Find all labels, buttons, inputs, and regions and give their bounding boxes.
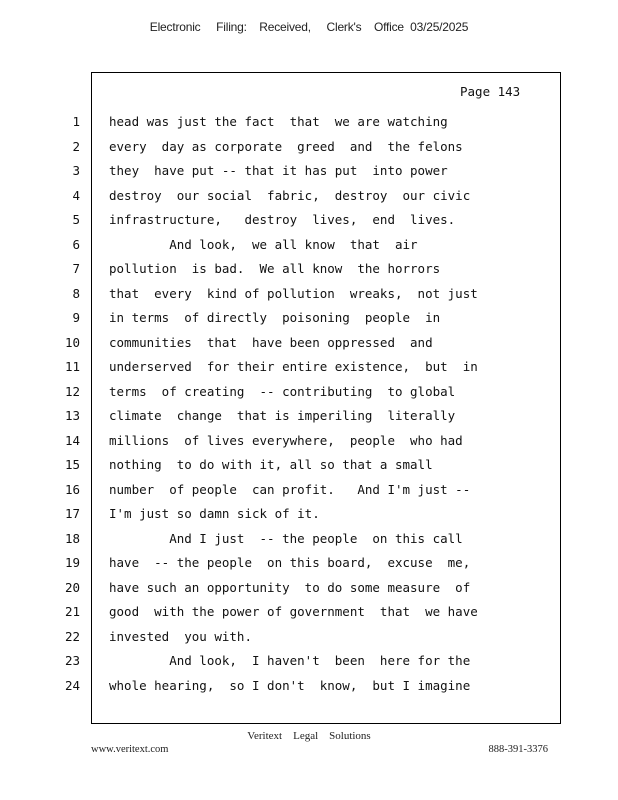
line-number: 6 bbox=[72, 236, 80, 252]
transcript-line bbox=[0, 555, 618, 580]
page-number: Page 143 bbox=[460, 84, 521, 99]
line-number: 1 bbox=[72, 114, 80, 129]
footer-phone: 888-391-3376 bbox=[488, 744, 548, 755]
line-number: 12 bbox=[64, 383, 80, 399]
line-text: whole hearing, so I don't know, but I imagine bbox=[109, 677, 471, 693]
transcript-line bbox=[0, 261, 618, 286]
line-number: 24 bbox=[64, 677, 80, 693]
line-number: 20 bbox=[64, 579, 80, 595]
line-number: 17 bbox=[64, 506, 80, 521]
line-number: 15 bbox=[64, 457, 80, 472]
line-text: number of people can profit. And I'm just -- bbox=[109, 481, 471, 497]
line-text: every day as corporate greed and the felons bbox=[109, 138, 463, 154]
line-text: terms of creating -- contributing to global bbox=[109, 383, 456, 399]
transcript-line bbox=[0, 457, 618, 482]
line-number: 5 bbox=[72, 212, 80, 227]
line-number: 16 bbox=[64, 481, 80, 497]
transcript-line bbox=[0, 359, 618, 384]
transcript-line bbox=[0, 163, 618, 188]
line-text: communities that have been oppressed and bbox=[109, 334, 433, 350]
line-text: And I just -- the people on this call bbox=[109, 530, 463, 546]
line-number: 14 bbox=[64, 432, 80, 448]
line-text: I'm just so damn sick of it. bbox=[109, 506, 320, 521]
transcript-line bbox=[0, 653, 618, 678]
footer-company: Veritext Legal Solutions bbox=[247, 730, 371, 742]
transcript-line bbox=[0, 237, 618, 262]
transcript-line bbox=[0, 335, 618, 360]
line-number: 22 bbox=[64, 628, 80, 644]
filing-stamp: Electronic Filing: Received, Clerk's Office 03/25/2025 bbox=[149, 20, 469, 34]
transcript-line bbox=[0, 580, 618, 605]
line-text: millions of lives everywhere, people who had bbox=[109, 432, 463, 448]
line-text: And look, we all know that air bbox=[109, 236, 418, 252]
transcript-line bbox=[0, 604, 618, 629]
line-number: 11 bbox=[64, 359, 80, 374]
line-text: invested you with. bbox=[109, 628, 252, 644]
line-number: 7 bbox=[72, 261, 80, 276]
line-text: infrastructure, destroy lives, end lives. bbox=[109, 212, 456, 227]
line-number: 10 bbox=[64, 334, 80, 350]
transcript-line bbox=[0, 188, 618, 213]
line-number: 2 bbox=[72, 138, 80, 154]
transcript-line bbox=[0, 433, 618, 458]
line-number: 18 bbox=[64, 530, 80, 546]
transcript-line bbox=[0, 506, 618, 531]
transcript-line bbox=[0, 678, 618, 703]
transcript-line bbox=[0, 310, 618, 335]
line-text: pollution is bad. We all know the horrors bbox=[109, 261, 441, 276]
transcript-line bbox=[0, 212, 618, 237]
transcript-line bbox=[0, 286, 618, 311]
line-number: 19 bbox=[64, 555, 80, 570]
line-text: have such an opportunity to do some measure of bbox=[109, 579, 471, 595]
line-text: in terms of directly poisoning people in bbox=[109, 310, 441, 325]
line-number: 13 bbox=[64, 408, 80, 423]
line-number: 4 bbox=[72, 187, 80, 203]
transcript-line bbox=[0, 114, 618, 139]
line-text: climate change that is imperiling literally bbox=[109, 408, 456, 423]
line-text: underserved for their entire existence, but in bbox=[109, 359, 478, 374]
footer-website: www.veritext.com bbox=[91, 744, 169, 755]
transcript-line bbox=[0, 531, 618, 556]
line-number: 9 bbox=[72, 310, 80, 325]
line-number: 21 bbox=[64, 604, 80, 619]
transcript-line bbox=[0, 629, 618, 654]
line-text: nothing to do with it, all so that a small bbox=[109, 457, 433, 472]
line-text: destroy our social fabric, destroy our civic bbox=[109, 187, 471, 203]
transcript-line bbox=[0, 384, 618, 409]
transcript-line bbox=[0, 482, 618, 507]
line-text: And look, I haven't been here for the bbox=[109, 653, 471, 668]
line-text: head was just the fact that we are watching bbox=[109, 114, 448, 129]
transcript-line bbox=[0, 408, 618, 433]
line-text: they have put -- that it has put into power bbox=[109, 163, 448, 178]
line-text: that every kind of pollution wreaks, not just bbox=[109, 285, 478, 301]
line-number: 8 bbox=[72, 285, 80, 301]
line-text: good with the power of government that we have bbox=[109, 604, 478, 619]
line-number: 3 bbox=[72, 163, 80, 178]
line-number: 23 bbox=[64, 653, 80, 668]
line-text: have -- the people on this board, excuse me, bbox=[109, 555, 471, 570]
transcript-line bbox=[0, 139, 618, 164]
